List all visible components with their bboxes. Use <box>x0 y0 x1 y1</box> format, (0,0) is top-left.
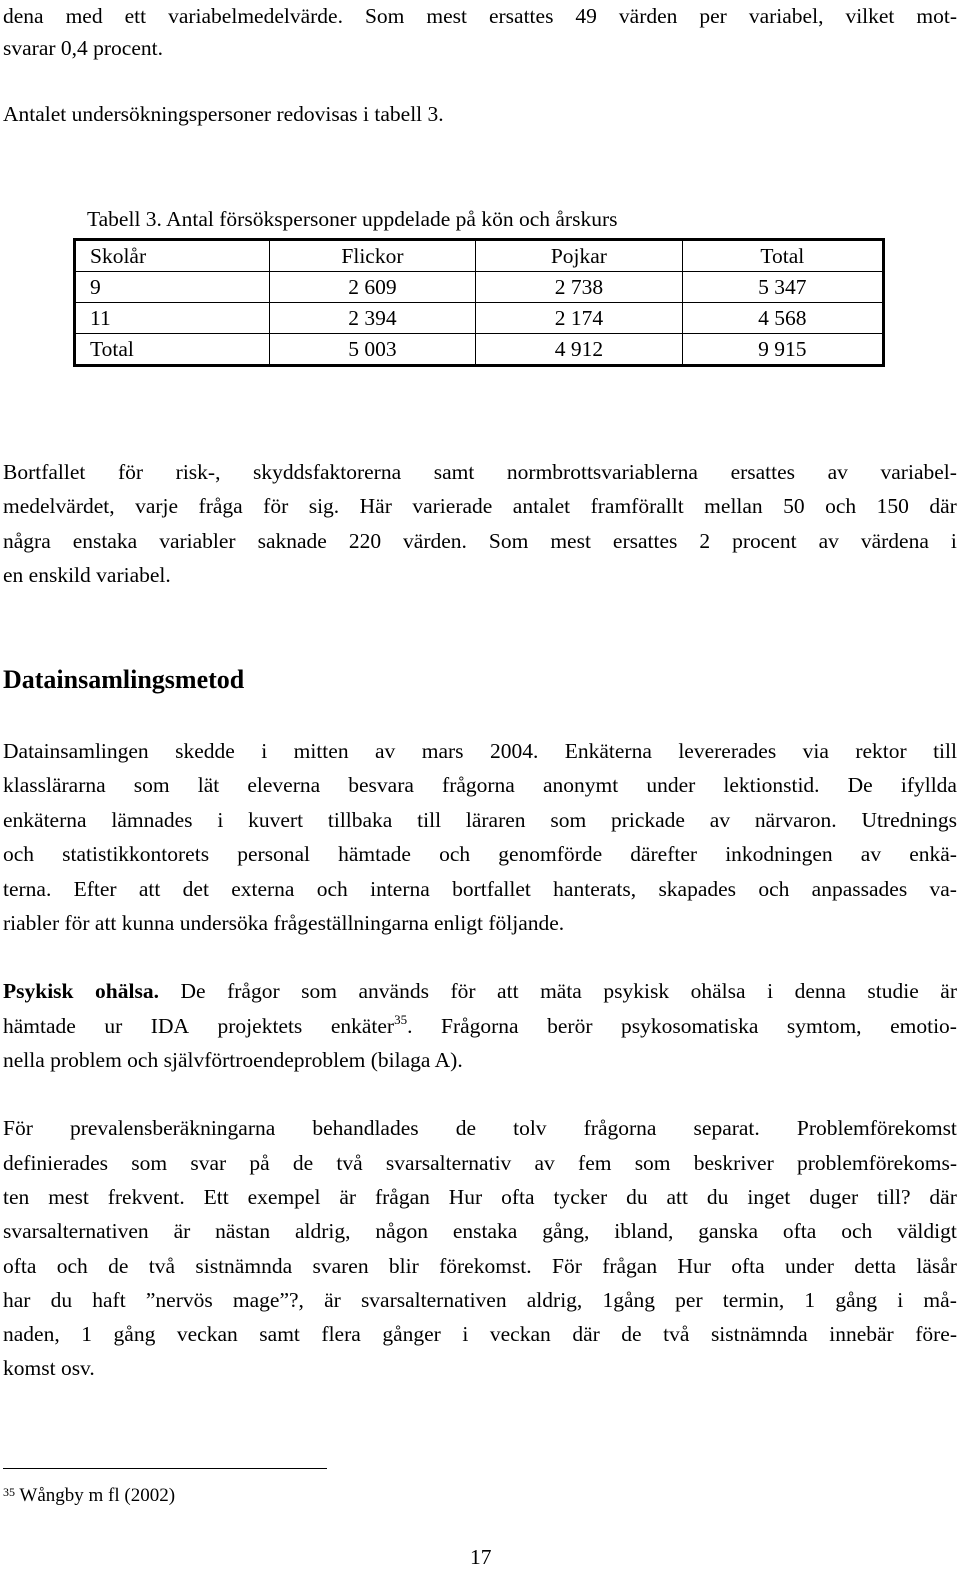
table-cell: Total <box>76 334 270 364</box>
psyk-line-3: nella problem och självförtroendeproblem (bilaga A). <box>3 1048 463 1072</box>
bortfall-line-3: några enstaka variabler saknade 220 värden. Som mest ersattes 2 procent av värdena i <box>3 529 957 553</box>
psyk-line-1-rest: att <box>497 979 519 1003</box>
prev-line-3: ten mest frekvent. Ett exempel är frågan Hur ofta tycker du att du inget duger till? där <box>3 1185 957 1209</box>
page-number: 17 <box>470 1545 492 1569</box>
prev-line-1: För prevalensberäkningarna behandlades de tolv frågorna separat. Problemförekomst <box>3 1116 957 1140</box>
prev-line-5: ofta och de två sistnämnda svaren blir förekomst. För frågan Hur ofta under detta läsår <box>3 1254 957 1278</box>
psyk-bold-label: Psykisk <box>3 979 74 1003</box>
table-caption-text: Antal försökspersoner uppdelade på kön och årskurs <box>161 207 618 231</box>
footnote-text: Wångby m fl (2002) <box>15 1485 176 1506</box>
psyk-line-2-b: Frågorna <box>440 1014 519 1038</box>
table-row <box>76 303 882 334</box>
psyk-line-2-b: berör <box>547 1014 593 1038</box>
bortfall-line-4: en enskild variabel. <box>3 563 171 587</box>
psyk-line-1-rest: för <box>450 979 476 1003</box>
psyk-line-2-b: psykosomatiska <box>621 1014 759 1038</box>
table-cell: 4 912 <box>476 334 682 364</box>
table-caption-label: Tabell 3. <box>87 207 162 231</box>
table-cell: 9 915 <box>758 337 807 361</box>
intro-line-2: svarar 0,4 procent. <box>3 36 163 60</box>
psyk-bold-label: ohälsa. <box>95 979 159 1003</box>
psyk-line-1-rest: mäta <box>540 979 582 1003</box>
psyk-line-1-rest: är <box>940 979 957 1003</box>
intro-line-1: dena med ett variabelmedelvärde. Som mest ersattes 49 värden per variabel, vilket mot- <box>3 4 957 28</box>
data-line-2: klasslärarna som lät eleverna besvara frågorna anonymt under lektionstid. De ifyllda <box>3 773 957 797</box>
psyk-line-2 <box>3 1013 957 1039</box>
table-cell: 2 609 <box>270 272 476 303</box>
table-cell: 4 568 <box>683 303 882 334</box>
intro-line-3: Antalet undersökningspersoner redovisas i tabell 3. <box>3 102 444 126</box>
psyk-line-2-a: ur <box>104 1014 123 1038</box>
footnote-number: 35 <box>3 1485 15 1499</box>
table-cell: 5 347 <box>683 272 882 303</box>
psyk-line-1-rest: denna <box>794 979 846 1003</box>
bortfall-line-2: medelvärdet, varje fråga för sig. Här varierade antalet framförallt mellan 50 och 150 där <box>3 494 957 518</box>
prev-line-6: har du haft ”nervös mage”?, är svarsalternativen aldrig, 1gång per termin, 1 gång i må- <box>3 1288 957 1312</box>
prev-line-2: definierades som svar på de två svarsalternativ av fem som beskriver problemförekoms- <box>3 1151 957 1175</box>
table-header-row <box>76 241 882 272</box>
data-line-6: riabler för att kunna undersöka frågeställningarna enligt följande. <box>3 911 565 935</box>
header-cell: Total <box>683 241 882 272</box>
table-cell: 2 394 <box>270 303 476 334</box>
header-cell: Flickor <box>270 241 476 272</box>
psyk-line-1-rest: frågor <box>227 979 280 1003</box>
header-cell: Skolår <box>76 241 270 272</box>
psyk-line-2-a: hämtade <box>3 1014 76 1038</box>
section-heading: Datainsamlingsmetod <box>3 665 245 694</box>
psyk-line-2-a: enkäter <box>330 1014 395 1038</box>
psyk-line-1-rest: ohälsa <box>690 979 746 1003</box>
data-line-5: terna. Efter att det externa och interna bortfallet hanterats, skapades och anpassades va- <box>3 877 957 901</box>
data-line-4: och statistikkontorets personal hämtade och genomförde därefter inkodningen av enkä- <box>3 842 957 866</box>
prev-line-4: svarsalternativen är nästan aldrig, någon enstaka gång, ibland, ganska ofta och väldigt <box>3 1219 957 1243</box>
table-caption <box>87 206 618 232</box>
table-cell: 2 174 <box>476 303 682 334</box>
data-line-3: enkäterna lämnades i kuvert tillbaka till läraren som prickade av närvaron. Utrednings <box>3 808 957 832</box>
prev-line-8: komst osv. <box>3 1356 95 1380</box>
psyk-line-2-b: emotio- <box>890 1014 957 1038</box>
header-cell: Pojkar <box>476 241 682 272</box>
prev-line-7: naden, 1 gång veckan samt flera gånger i veckan där de två sistnämnda innebär före- <box>3 1322 957 1346</box>
psyk-line-1-rest: i <box>767 979 774 1003</box>
psyk-line-2-b: . <box>407 1014 413 1038</box>
psyk-line-1-rest: används <box>358 979 429 1003</box>
table-row <box>76 334 882 364</box>
psyk-line-2-b: symtom, <box>786 1014 862 1038</box>
table-cell: 5 003 <box>270 334 476 364</box>
psyk-line-2-a: IDA <box>150 1014 189 1038</box>
bortfall-line-1: Bortfallet för risk-, skyddsfaktorerna samt normbrottsvariablerna ersattes av variabel- <box>3 460 957 484</box>
table-row <box>76 272 882 303</box>
psyk-line-1-rest: De <box>180 979 206 1003</box>
table-cell: 9 <box>76 272 270 303</box>
table-3 <box>73 238 885 367</box>
table-cell: 11 <box>76 303 270 334</box>
psyk-line-2-a: projektets <box>217 1014 303 1038</box>
psyk-line-1-rest: psykisk <box>603 979 670 1003</box>
psyk-line-1-rest: som <box>301 979 337 1003</box>
footnote-divider <box>3 1468 327 1469</box>
footnote <box>3 1484 175 1508</box>
data-line-1: Datainsamlingen skedde i mitten av mars 2004. Enkäterna levererades via rektor till <box>3 739 957 763</box>
psyk-line-1 <box>3 978 957 1004</box>
table-cell: 2 738 <box>476 272 682 303</box>
psyk-line-1-rest: studie <box>867 979 919 1003</box>
footnote-ref: 35 <box>394 1012 408 1027</box>
